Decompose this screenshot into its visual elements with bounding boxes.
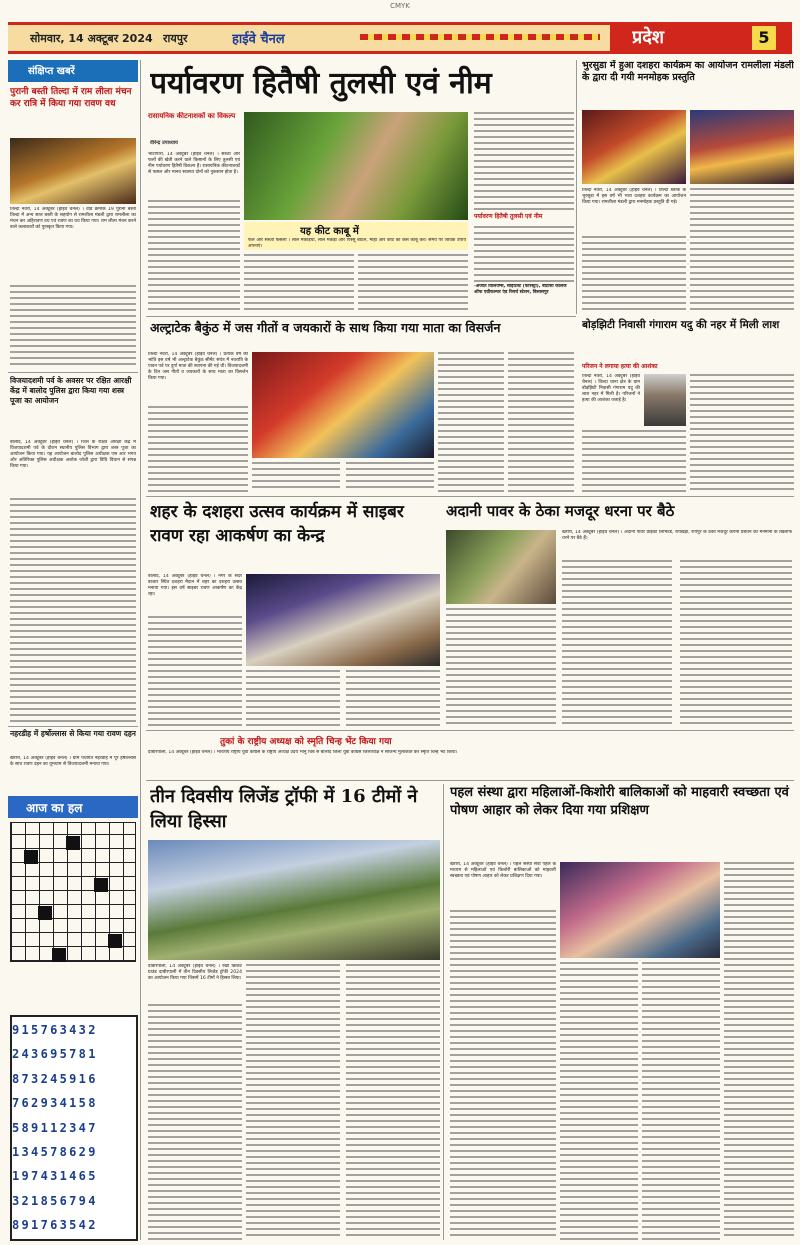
adani-col-2-lines <box>680 560 792 726</box>
dussehra-photo <box>246 574 440 666</box>
dussehra-headline: शहर के दशहरा उत्सव कार्यक्रम में साइबर रावण रहा आकर्षण का केन्द्र <box>150 502 404 546</box>
sidebar-story1-photo <box>10 138 136 204</box>
adani-col-1-lines <box>562 560 672 726</box>
puzzle-heading: आज का हल <box>26 801 83 815</box>
section-title: प्रदेश <box>632 27 665 48</box>
crossword-black-4 <box>38 906 52 920</box>
dussehra-body: बालोद, 14 अक्टूबर (हाईवे चैनल) । नगर के सदर बाजार स्थित दशहरा मैदान में शहर का दशहरा उत्सव मनाया गया। इस वर्ष साइबर रावण आकर्षण का केंद्र रहा। <box>148 574 242 597</box>
cricket-photo <box>148 840 440 960</box>
sidebar-story2-text-lines <box>10 498 136 724</box>
durga-body: तिल्दा नेवरा, 14 अक्टूबर (हाईवे चैनल) । प्रत्येक वर्ष की भांति इस वर्ष भी अल्ट्राटेक बैकुंठ सीमेंट संयंत्र में नवरात्रि के पावन पर्व पर दुर्गा माता की स्थापना की गई थी। विजयादशमी के दिन जस गीतों व जयकारों के साथ माता का विसर्जन किया गया। <box>148 352 248 381</box>
sudoku-row: 915763432 <box>12 1023 98 1037</box>
lead-box-body: फल और सब्जी फसलों । लाल मकड़ियां, लाल मकड़ी और पिस्सू बीटल, माहो और कोट को कैसे काबू करें। समय पर जैविक उपाय अपनाएं। <box>248 238 466 249</box>
adani-col-3-lines <box>446 608 556 726</box>
tukaram-rule-top <box>146 730 794 731</box>
ramlila-body: तिल्दा नेवरा, 14 अक्टूबर (हाईवे चैनल) । तिल्दा ब्लॉक के भुरसुडा में इस वर्ष भी भव्य दशहरा कार्यक्रम का आयोजन किया गया। रामलीला मंडली द्वारा मनमोहक प्रस्तुति दी गई। <box>582 188 686 205</box>
durga-col-1-lines <box>148 406 248 492</box>
sidebar-divider-1 <box>8 372 138 373</box>
ramlila-col-1-lines <box>582 236 686 312</box>
sidebar-heading: संक्षिप्त खबरें <box>28 66 75 77</box>
crossword-black-3 <box>94 878 108 892</box>
crossword-black-2 <box>66 836 80 850</box>
menstrual-body: खरोरा, 14 अक्टूबर (हाईवे चैनल) । पहल संस्था सेवा पहल के माध्यम से महिलाओं एवं किशोरी बालिकाओं को माहवारी स्वच्छता एवं पोषण आहार को लेकर प्रशिक्षण दिया गया। <box>450 862 556 879</box>
cricket-rule <box>443 784 444 1240</box>
sudoku-row: 197431465 <box>12 1169 98 1184</box>
sudoku-row: 891763542 <box>12 1218 98 1233</box>
lead-kicker: रासायनिक कीटनाशकों का विकल्प <box>148 112 236 120</box>
sidebar-story2-body: बालोद, 14 अक्टूबर (हाईवे चैनल) । जिले के रक्षित आरक्षी केंद्र में विजयादशमी पर्व के दौरान स्थानीय पुलिस विभाग द्वारा शस्त्र पूजा का आयोजन किया गया। यह आयोजन बालोद पुलिस अधीक्षक एस आर भगत और अतिरिक्त पुलिस अधीक्षक अशोक जोशी द्वारा विधि विधान से संपन्न किया गया। <box>10 440 136 469</box>
lead-side-caption: पर्यावरण हितैषी तुलसी एवं नीम <box>474 213 543 220</box>
adani-headline: अदानी पावर के ठेका मजदूर धरना पर बैठे <box>446 502 675 520</box>
gangaram-col-1-lines <box>582 430 686 492</box>
dussehra-col-3-lines <box>346 670 440 726</box>
page-number: 5 <box>752 26 776 50</box>
durga-rule-top <box>146 316 576 317</box>
lead-rule <box>576 60 577 314</box>
lead-col-5-lines <box>474 112 574 210</box>
menstrual-col-2-lines <box>560 962 638 1240</box>
menstrual-col-4-lines <box>724 862 794 1240</box>
cricket-col-3-lines <box>346 964 440 1240</box>
tukaram-rule-bottom <box>146 780 794 781</box>
lead-text-lines <box>148 200 240 310</box>
dussehra-col-1-lines <box>148 616 242 726</box>
gangaram-portrait <box>644 374 686 426</box>
adani-photo <box>446 530 556 604</box>
lead-col-4-lines <box>358 254 468 310</box>
sidebar-rule <box>140 60 141 1240</box>
lead-headline: पर्यावरण हितैषी तुलसी एवं नीम <box>150 66 492 101</box>
dussehra-col-2-lines <box>246 670 340 726</box>
gangaram-col-2-lines <box>690 374 794 492</box>
gangaram-headline: बोड़झिटी निवासी गंगाराम यदु की नहर में मिली लाश <box>582 319 780 331</box>
lead-box-title: यह कीट काबू में <box>300 226 359 237</box>
lead-side-author: -अजीत विलियम्स, साइंटिस्ट (फॉरेस्ट्री), बीटीसी कॉलेज ऑफ एग्रीकल्चर एंड रिसर्च स्टेशन, बिलासपुर <box>474 284 567 295</box>
gangaram-kicker: परिजन ने लगाया हत्या की आशंका <box>582 363 658 370</box>
sudoku-rows <box>12 1018 136 1238</box>
sidebar-story3-body: खरोरा, 14 अक्टूबर (हाईवे चैनल) । ग्राम पंचायत नहरडीह में पूरे हर्षोल्लास के साथ रावण दहन का धूमधाम से विजयादशमी मनाया गया। <box>10 756 136 767</box>
sudoku-row: 321856794 <box>12 1193 98 1208</box>
lead-photo-neem <box>244 112 468 220</box>
ramlila-photo-2 <box>690 110 794 184</box>
masthead-ornament <box>360 34 600 40</box>
sudoku-row: 873245916 <box>12 1071 98 1086</box>
crossword-black-1 <box>24 850 38 864</box>
sidebar-story3-title: नहरडीह में हर्षोल्लास से किया गया रावण दहन <box>10 729 136 738</box>
tukaram-headline: तुकां के राष्ट्रीय अध्यक्ष को स्मृति चिन्ह भेंट किया गया <box>220 737 392 747</box>
sudoku-row: 762934158 <box>12 1096 98 1111</box>
ramlila-headline: भुरसुडा में हुआ दशहरा कार्यक्रम का आयोजन रामलीला मंडली के द्वारा दी गयी मनमोहक प्रस्तुति <box>582 60 794 83</box>
adani-body: खरोरा, 14 अक्टूबर (हाईवे चैनल) । अदानी पावर प्राइवेट लिमिटेड, रायखेड़ा, रायपुर के ठेका मजदूर कंपनी प्रबंधन की मनमानी के खिलाफ धरने पर बैठे हैं। <box>562 530 792 541</box>
masthead-brand: हाईवे चैनल <box>232 32 285 47</box>
cricket-headline: तीन दिवसीय लिजेंड ट्रॉफी में 16 टीमों ने लिया हिस्सा <box>150 786 418 832</box>
sidebar-story2-title: विजयादशमी पर्व के अवसर पर रक्षित आरक्षी केंद्र में बालोद पुलिस द्वारा किया गया शस्त्र पूजा का आयोजन <box>10 376 132 405</box>
sudoku-row: 134578629 <box>12 1145 98 1160</box>
durga-col-5-lines <box>508 352 574 492</box>
lead-col-6-lines <box>474 226 574 282</box>
cricket-col-2-lines <box>246 964 340 1240</box>
sudoku-row: 589112347 <box>12 1120 98 1135</box>
masthead-date: सोमवार, 14 अक्टूबर 2024 <box>30 32 153 45</box>
menstrual-photo <box>560 862 720 958</box>
masthead-city: रायपुर <box>163 32 188 45</box>
sidebar-story1-body: तिल्दा नेवरा, 14 अक्टूबर (हाईवे चैनल) । वार्ड क्रमांक 19 पुरानी बस्ती तिल्दा में अन्य साल बस्ती के सहयोग से रामलीला मंडली द्वारा रामलीला का मंचन कर अहिरावण वध एवं रावण का वध किया गया। राम लीला मंचन करने वाले कलाकारों को पुरस्कृत किया गया। <box>10 207 136 230</box>
ramlila-col-2-lines <box>690 188 794 312</box>
lead-byline: वीरेन्द्र उपाध्याय <box>150 140 178 146</box>
crossword-black-5 <box>108 934 122 948</box>
cricket-col-1-lines <box>148 1004 242 1240</box>
durga-headline: अल्ट्राटेक बैकुंठ में जस गीतों व जयकारों के साथ किया गया माता का विसर्जन <box>150 320 501 335</box>
durga-col-2-lines <box>252 462 340 492</box>
menstrual-col-1-lines <box>450 910 556 1240</box>
sidebar-divider-2 <box>8 726 138 727</box>
lead-body: भाटापारा, 14 अक्टूबर (हाईवे चैनल) । सब्जी और फलों की खेती करने वाले किसानों के लिए तुलसी एवं नीम पर्यावरण हितैषी विकल्प हैं। रासायनिक कीटनाशकों से फसल और मानव स्वास्थ्य दोनों को नुकसान होता है। <box>148 152 240 175</box>
menstrual-col-3-lines <box>642 962 720 1240</box>
durga-col-4-lines <box>438 352 504 492</box>
ramlila-photo-1 <box>582 110 686 184</box>
sidebar-story1-text-lines <box>10 285 136 369</box>
cmyk-mark: CMYK <box>390 2 410 10</box>
crossword-black-6 <box>52 948 66 962</box>
durga-col-3-lines <box>346 462 434 492</box>
lead-col-3-lines <box>244 254 354 310</box>
cricket-body: दाबीरपाली, 14 अक्टूबर (हाईवे चैनल) । रेखी क्रिकेट ग्राउंड दाबीरपाली में तीन दिवसीय लिजेंड ट्रॉफी 2024 का आयोजन किया गया जिसमें 16 टीमों ने हिस्सा लिया। <box>148 964 242 981</box>
sidebar-story1-title: पुरानी बस्ती तिल्दा में राम लीला मंचन कर रात्रि में किया गया रावण वध <box>10 87 132 109</box>
durga-photo <box>252 352 434 458</box>
dussehra-rule-top <box>146 496 794 497</box>
tukaram-body: दाबीरपाली, 14 अक्टूबर (हाईवे चैनल) । भारतीय राष्ट्रीय युवा कांग्रेस के राष्ट्रीय अध्यक्ष उदय भानु चिब से बालोद जिला युवा कांग्रेस जिलाध्यक्ष ने सौजन्य मुलाकात कर स्मृति चिन्ह भेंट किया। <box>148 750 458 755</box>
gangaram-body: तिल्दा नेवरा, 14 अक्टूबर (हाईवे चैनल) । तिल्दा थाना क्षेत्र के ग्राम बोड़झिटी निवासी गंगाराम यदु की लाश नहर में मिली है। परिजनों ने हत्या की आशंका जताई है। <box>582 374 640 403</box>
menstrual-headline: पहल संस्था द्वारा महिलाओं-किशोरी बालिकाओं को माहवारी स्वच्छता एवं पोषण आहार को लेकर दिया गया प्रशिक्षण <box>450 785 789 818</box>
sudoku-row: 243695781 <box>12 1047 98 1062</box>
